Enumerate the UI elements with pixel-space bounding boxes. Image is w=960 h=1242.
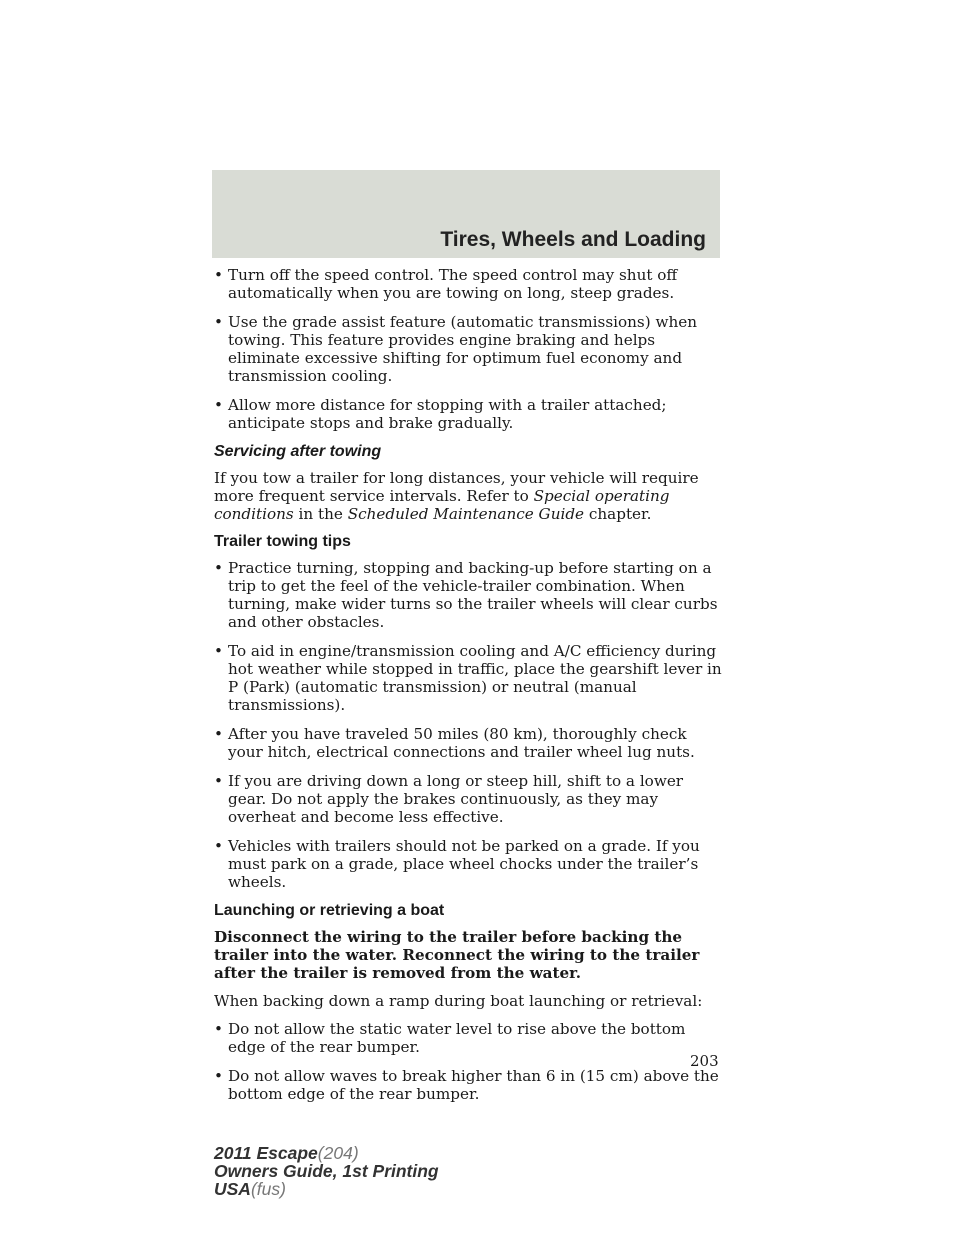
tips-heading: Trailer towing tips [214,533,351,550]
list-item: • Do not allow waves to break higher than 6 in (15 cm) above the bottom edge of the rear bumper. [214,1067,719,1103]
list-item: • Do not allow the static water level to rise above the bottom edge of the rear bumper. [214,1020,686,1056]
list-item: • To aid in engine/transmission cooling and A/C efficiency during hot weather while stopped in traffic, place the gearshift lever in P (Park) (automatic transmission) or neutral (manual transmissions). [214,642,722,714]
bullet-icon: • [214,642,223,660]
boat-intro: When backing down a ramp during boat launching or retrieval: [214,992,703,1010]
list-item: • If you are driving down a long or steep hill, shift to a lower gear. Do not apply the brakes continuously, as they may overheat and become less effective. [214,772,684,826]
servicing-heading: Servicing after towing [214,443,382,460]
print-footer: 2011 Escape(204) Owners Guide, 1st Printing USA(fus) [214,1143,439,1199]
section-title: Tires, Wheels and Loading [440,228,706,251]
list-item: • Practice turning, stopping and backing-up before starting on a trip to get the feel of the vehicle-trailer combination. When turning, make wider turns so the trailer wheels will clear curbs and other obstacles. [214,559,718,631]
section-header-band [212,170,720,258]
bullet-icon: • [214,1020,223,1038]
bullet-icon: • [214,725,223,743]
tips-list [214,559,724,891]
boat-list [214,1020,724,1103]
bullet-icon: • [214,313,223,331]
bullet-icon: • [214,1067,223,1085]
bullet-icon: • [214,266,223,284]
bullet-list-top [214,266,724,432]
cross-reference-link: Special operating conditions [214,487,670,523]
boat-heading: Launching or retrieving a boat [214,902,445,919]
list-item: • Allow more distance for stopping with a trailer attached; anticipate stops and brake gradually. [214,396,667,432]
page-content [214,266,724,1114]
servicing-paragraph: If you tow a trailer for long distances, your vehicle will require more frequent service intervals. Refer to Special operating conditions in the Scheduled Maintenance Guide chapter. [214,469,699,523]
bullet-icon: • [214,772,223,790]
cross-reference-link: Scheduled Maintenance Guide [347,505,585,523]
boat-warning: Disconnect the wiring to the trailer before backing the trailer into the water. Reconnect the wiring to the trailer after the trailer is removed from the water. [214,928,700,982]
list-item: • After you have traveled 50 miles (80 km), thoroughly check your hitch, electrical connections and trailer wheel lug nuts. [214,725,695,761]
page-number: 203 [690,1052,719,1070]
bullet-icon: • [214,559,223,577]
list-item: • Use the grade assist feature (automatic transmissions) when towing. This feature provides engine braking and helps eliminate excessive shifting for optimum fuel economy and transmission cooling. [214,313,698,385]
bullet-icon: • [214,396,223,414]
bullet-icon: • [214,837,223,855]
list-item: • Vehicles with trailers should not be parked on a grade. If you must park on a grade, place wheel chocks under the trailer’s wheels. [214,837,700,891]
list-item: • Turn off the speed control. The speed control may shut off automatically when you are towing on long, steep grades. [214,266,678,302]
